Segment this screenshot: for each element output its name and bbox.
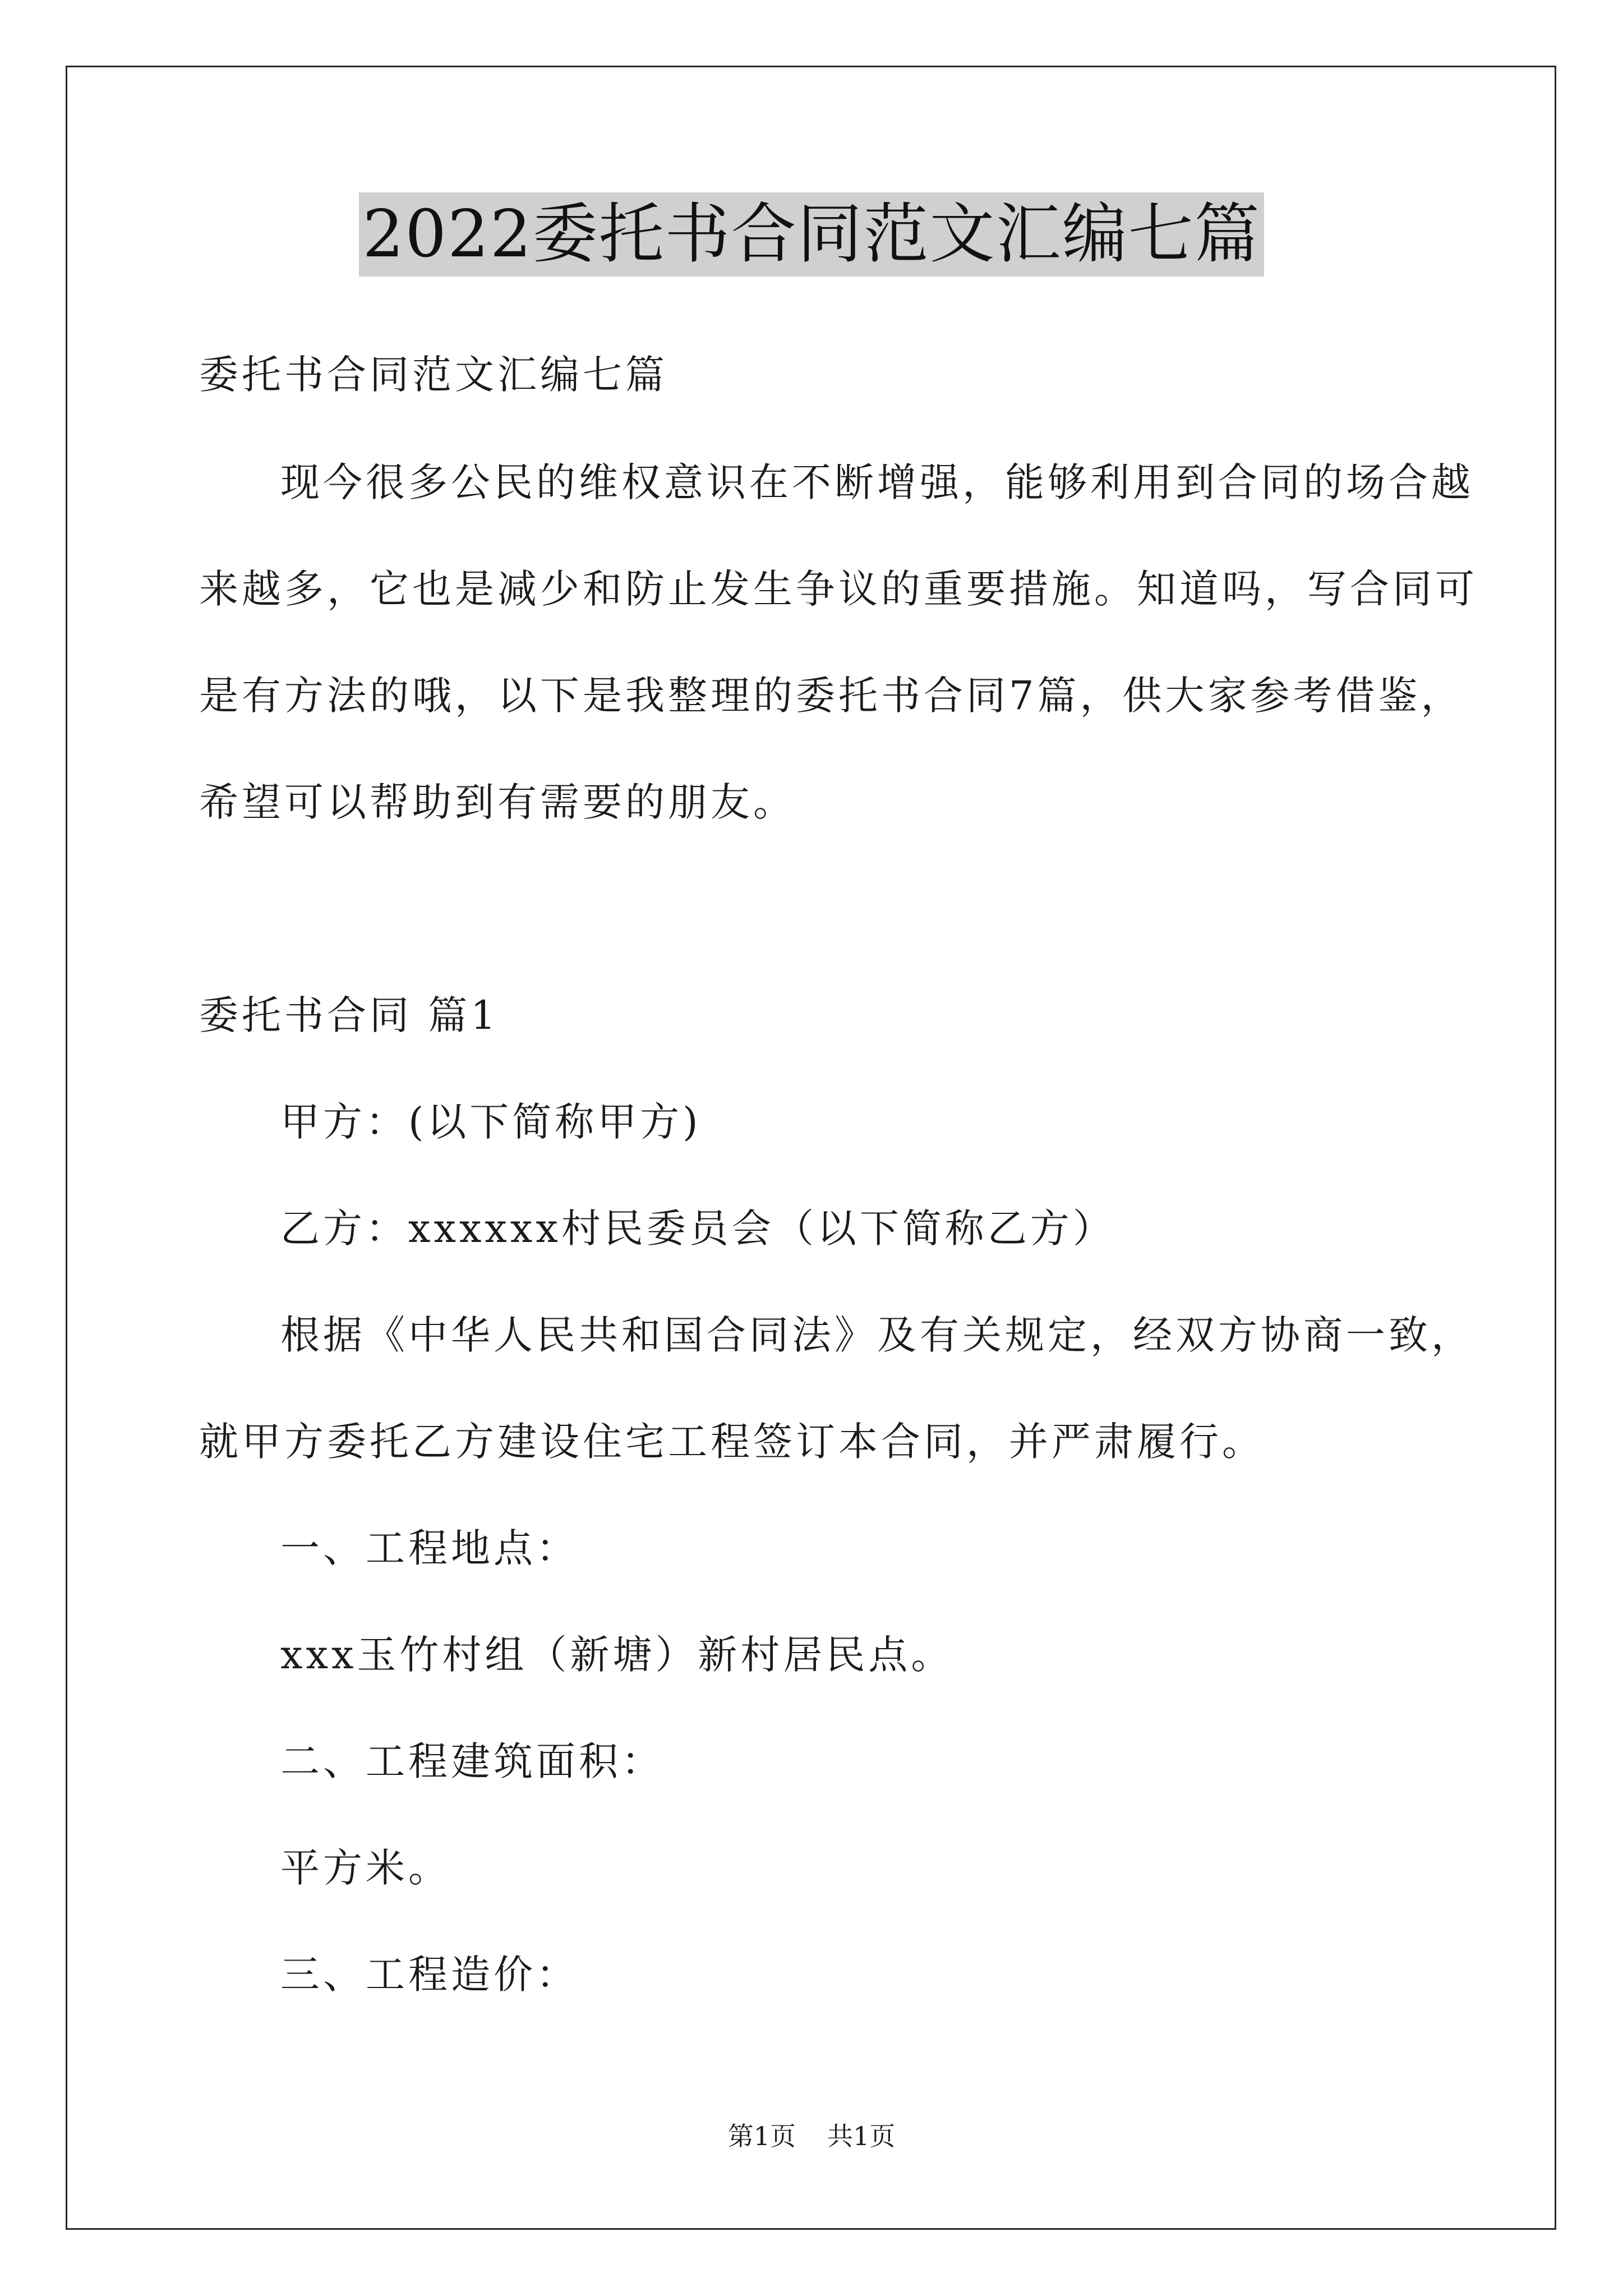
intro-line-2: 来越多，它也是减少和防止发生争议的重要措施。知道吗，写合同可 [199,566,1478,612]
intro-line-3: 是有方法的哦，以下是我整理的委托书合同7篇，供大家参考借鉴， [199,673,1464,719]
intro-line-1: 现今很多公民的维权意识在不断增强，能够利用到合同的场合越 [280,459,1474,505]
page-number: 第1页 [727,2121,796,2151]
page-total: 共1页 [827,2121,896,2151]
party-b-line: 乙方：xxxxxx村民委员会（以下简称乙方） [280,1205,1115,1251]
subtitle-line: 委托书合同范文汇编七篇 [199,352,668,398]
clause-2-heading: 二、工程建筑面积： [280,1738,664,1784]
clause-3-heading: 三、工程造价： [280,1952,579,1998]
page-footer [0,2119,1623,2153]
section-heading: 委托书合同 篇1 [199,992,499,1038]
intro-line-4: 希望可以帮助到有需要的朋友。 [199,779,796,825]
basis-line-2: 就甲方委托乙方建设住宅工程签订本合同，并严肃履行。 [199,1419,1265,1465]
clause-2-content: 平方米。 [280,1845,451,1891]
title-container [0,192,1623,277]
document-title: 2022委托书合同范文汇编七篇 [359,192,1264,277]
party-a-line: 甲方：(以下简称甲方) [280,1099,702,1145]
clause-1-heading: 一、工程地点： [280,1525,579,1571]
basis-line-1: 根据《中华人民共和国合同法》及有关规定，经双方协商一致， [280,1312,1474,1358]
clause-1-content: xxx玉竹村组（新塘）新村居民点。 [280,1632,954,1678]
